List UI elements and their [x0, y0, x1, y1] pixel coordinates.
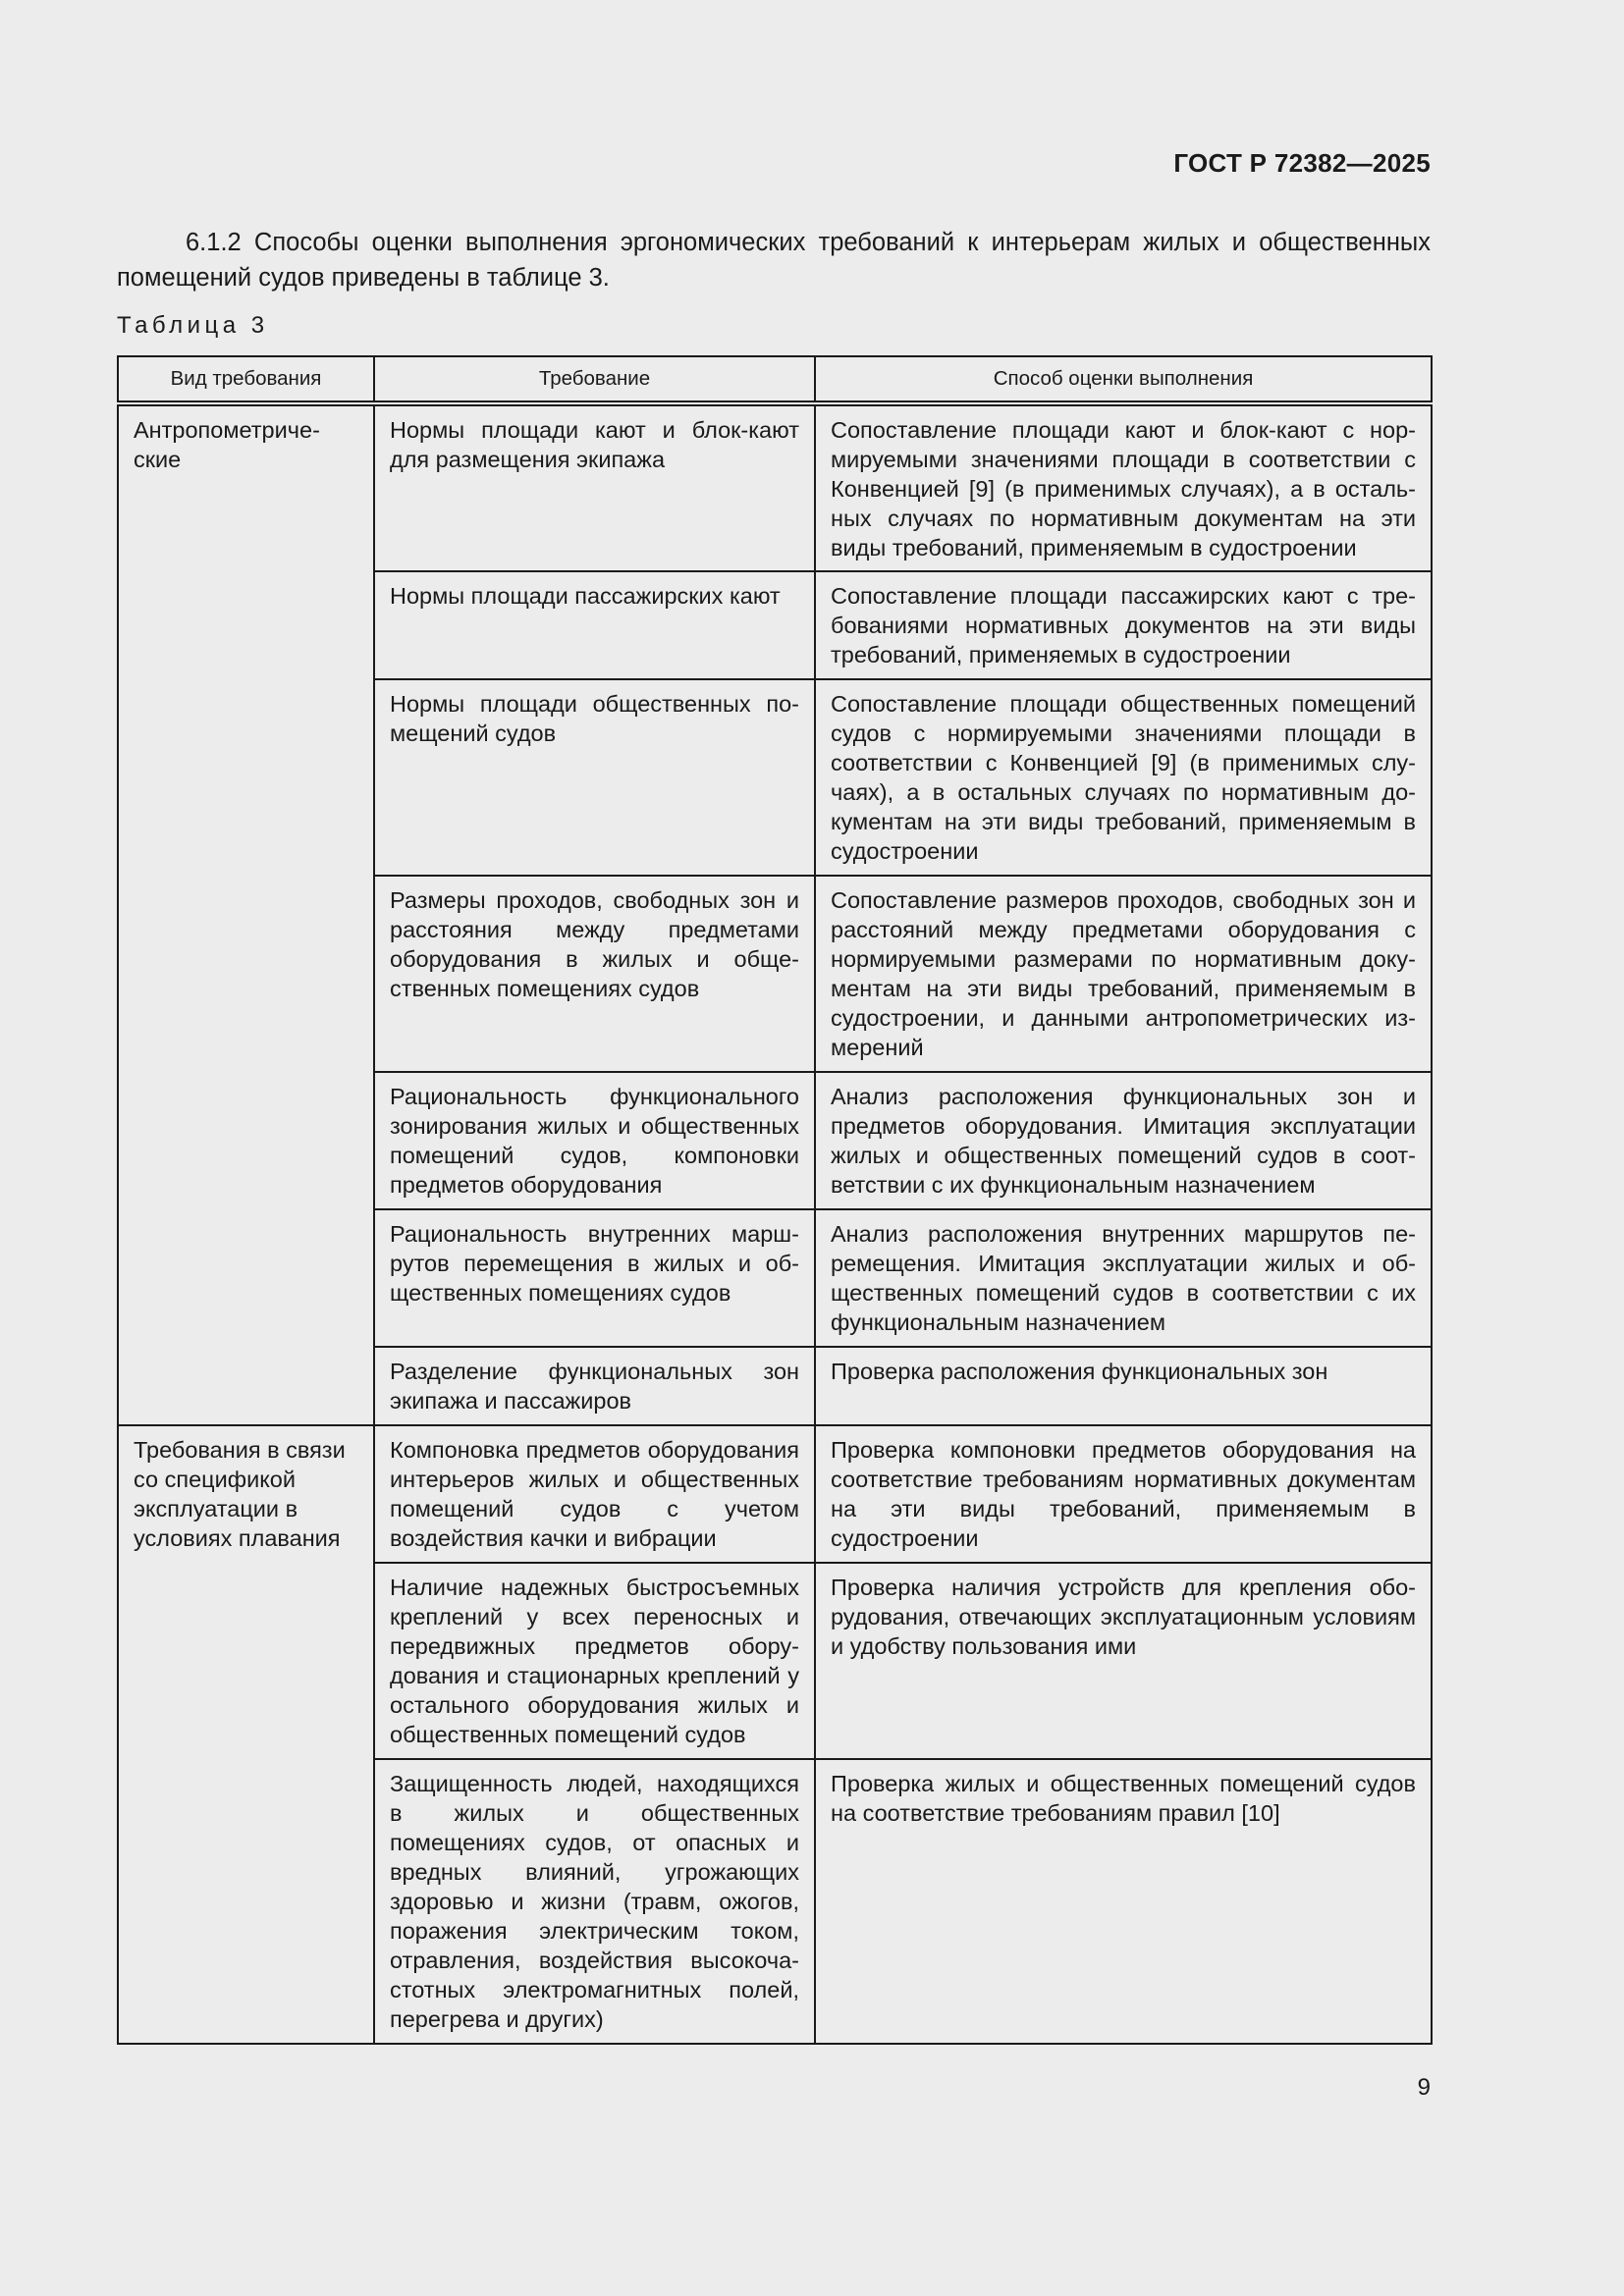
method-cell: Сопоставление размеров проходов, свободных зон и расстояний между предметами оборудования с нормируемыми размерами по нормативным документам на эти виды требований, применяемым в судостроении, и данными антропометрических измерений	[815, 876, 1432, 1072]
method-cell: Проверка наличия устройств для крепления оборудования, отвечающих эксплуатационным условиям и удобству пользования ими	[815, 1563, 1432, 1759]
requirement-cell: Нормы площади кают и блок-кают для размещения экипажа	[374, 403, 815, 571]
requirements-table	[117, 355, 1433, 2045]
method-cell: Анализ расположения функциональных зон и предметов оборудования. Имитация эксплуатации жилых и общественных помещений судов в соответствии с их функциональным назначением	[815, 1072, 1432, 1209]
category-cell: Антропометрические	[118, 403, 374, 1425]
method-cell: Проверка компоновки предметов оборудования на соответствие требованиям нормативных документам на эти виды требований, применяемым в судостроении	[815, 1425, 1432, 1563]
requirement-cell: Нормы площади общественных помещений судов	[374, 679, 815, 876]
requirement-cell: Рациональность функционального зонирования жилых и общественных помещений судов, компоновки предметов оборудования	[374, 1072, 815, 1209]
column-header-kind: Вид требования	[118, 356, 374, 403]
method-cell: Сопоставление площади общественных помещений судов с нормируемыми значениями площади в соответствии с Конвенцией [9] (в применимых случаях), а в остальных случаях по нормативным документам на эти виды требований, применяемым в судостроении	[815, 679, 1432, 876]
requirement-cell: Рациональность внутренних маршрутов перемещения в жилых и общественных помещениях судов	[374, 1209, 815, 1347]
page-number: 9	[1417, 2074, 1431, 2101]
requirement-cell: Нормы площади пассажирских кают	[374, 571, 815, 679]
table-header	[118, 356, 1432, 403]
column-header-requirement: Требование	[374, 356, 815, 403]
category-cell: Требования в связи со спецификой эксплуатации в условиях плавания	[118, 1425, 374, 2044]
intro-paragraph: 6.1.2 Способы оценки выполнения эргономических требований к интерьерам жилых и общественных помещений судов приведены в таблице 3.	[117, 229, 1431, 292]
standard-code: ГОСТ Р 72382—2025	[1173, 148, 1431, 178]
table-row	[118, 1425, 1432, 1563]
requirement-cell: Компоновка предметов оборудования интерьеров жилых и общественных помещений судов с учетом воздействия качки и вибрации	[374, 1425, 815, 1563]
table-caption: Таблица 3	[117, 312, 269, 339]
column-header-method: Способ оценки выполнения	[815, 356, 1432, 403]
method-cell: Проверка жилых и общественных помещений судов на соответствие требованиям правил [10]	[815, 1759, 1432, 2044]
requirement-cell: Наличие надежных быстросъемных креплений у всех переносных и передвижных предметов оборудования и стационарных креплений у остального оборудования жилых и общественных помещений судов	[374, 1563, 815, 1759]
method-cell: Проверка расположения функциональных зон	[815, 1347, 1432, 1425]
method-cell: Сопоставление площади пассажирских кают с требованиями нормативных документов на эти виды требований, применяемых в судостроении	[815, 571, 1432, 679]
requirement-cell: Разделение функциональных зон экипажа и пассажиров	[374, 1347, 815, 1425]
table-row	[118, 403, 1432, 571]
method-cell: Сопоставление площади кают и блок-кают с нормируемыми значениями площади в соответствии с Конвенцией [9] (в применимых случаях), а в остальных случаях по нормативным документам на эти виды требований, применяемым в судостроении	[815, 403, 1432, 571]
requirement-cell: Защищенность людей, находящихся в жилых и общественных помещениях судов, от опасных и вредных влияний, угрожающих здоровью и жизни (травм, ожогов, поражения электрическим током, отравления, воздействия высокочастотных электромагнитных полей, перегрева и других)	[374, 1759, 815, 2044]
method-cell: Анализ расположения внутренних маршрутов перемещения. Имитация эксплуатации жилых и общественных помещений судов в соответствии с их функциональным назначением	[815, 1209, 1432, 1347]
requirement-cell: Размеры проходов, свободных зон и расстояния между предметами оборудования в жилых и общественных помещениях судов	[374, 876, 815, 1072]
